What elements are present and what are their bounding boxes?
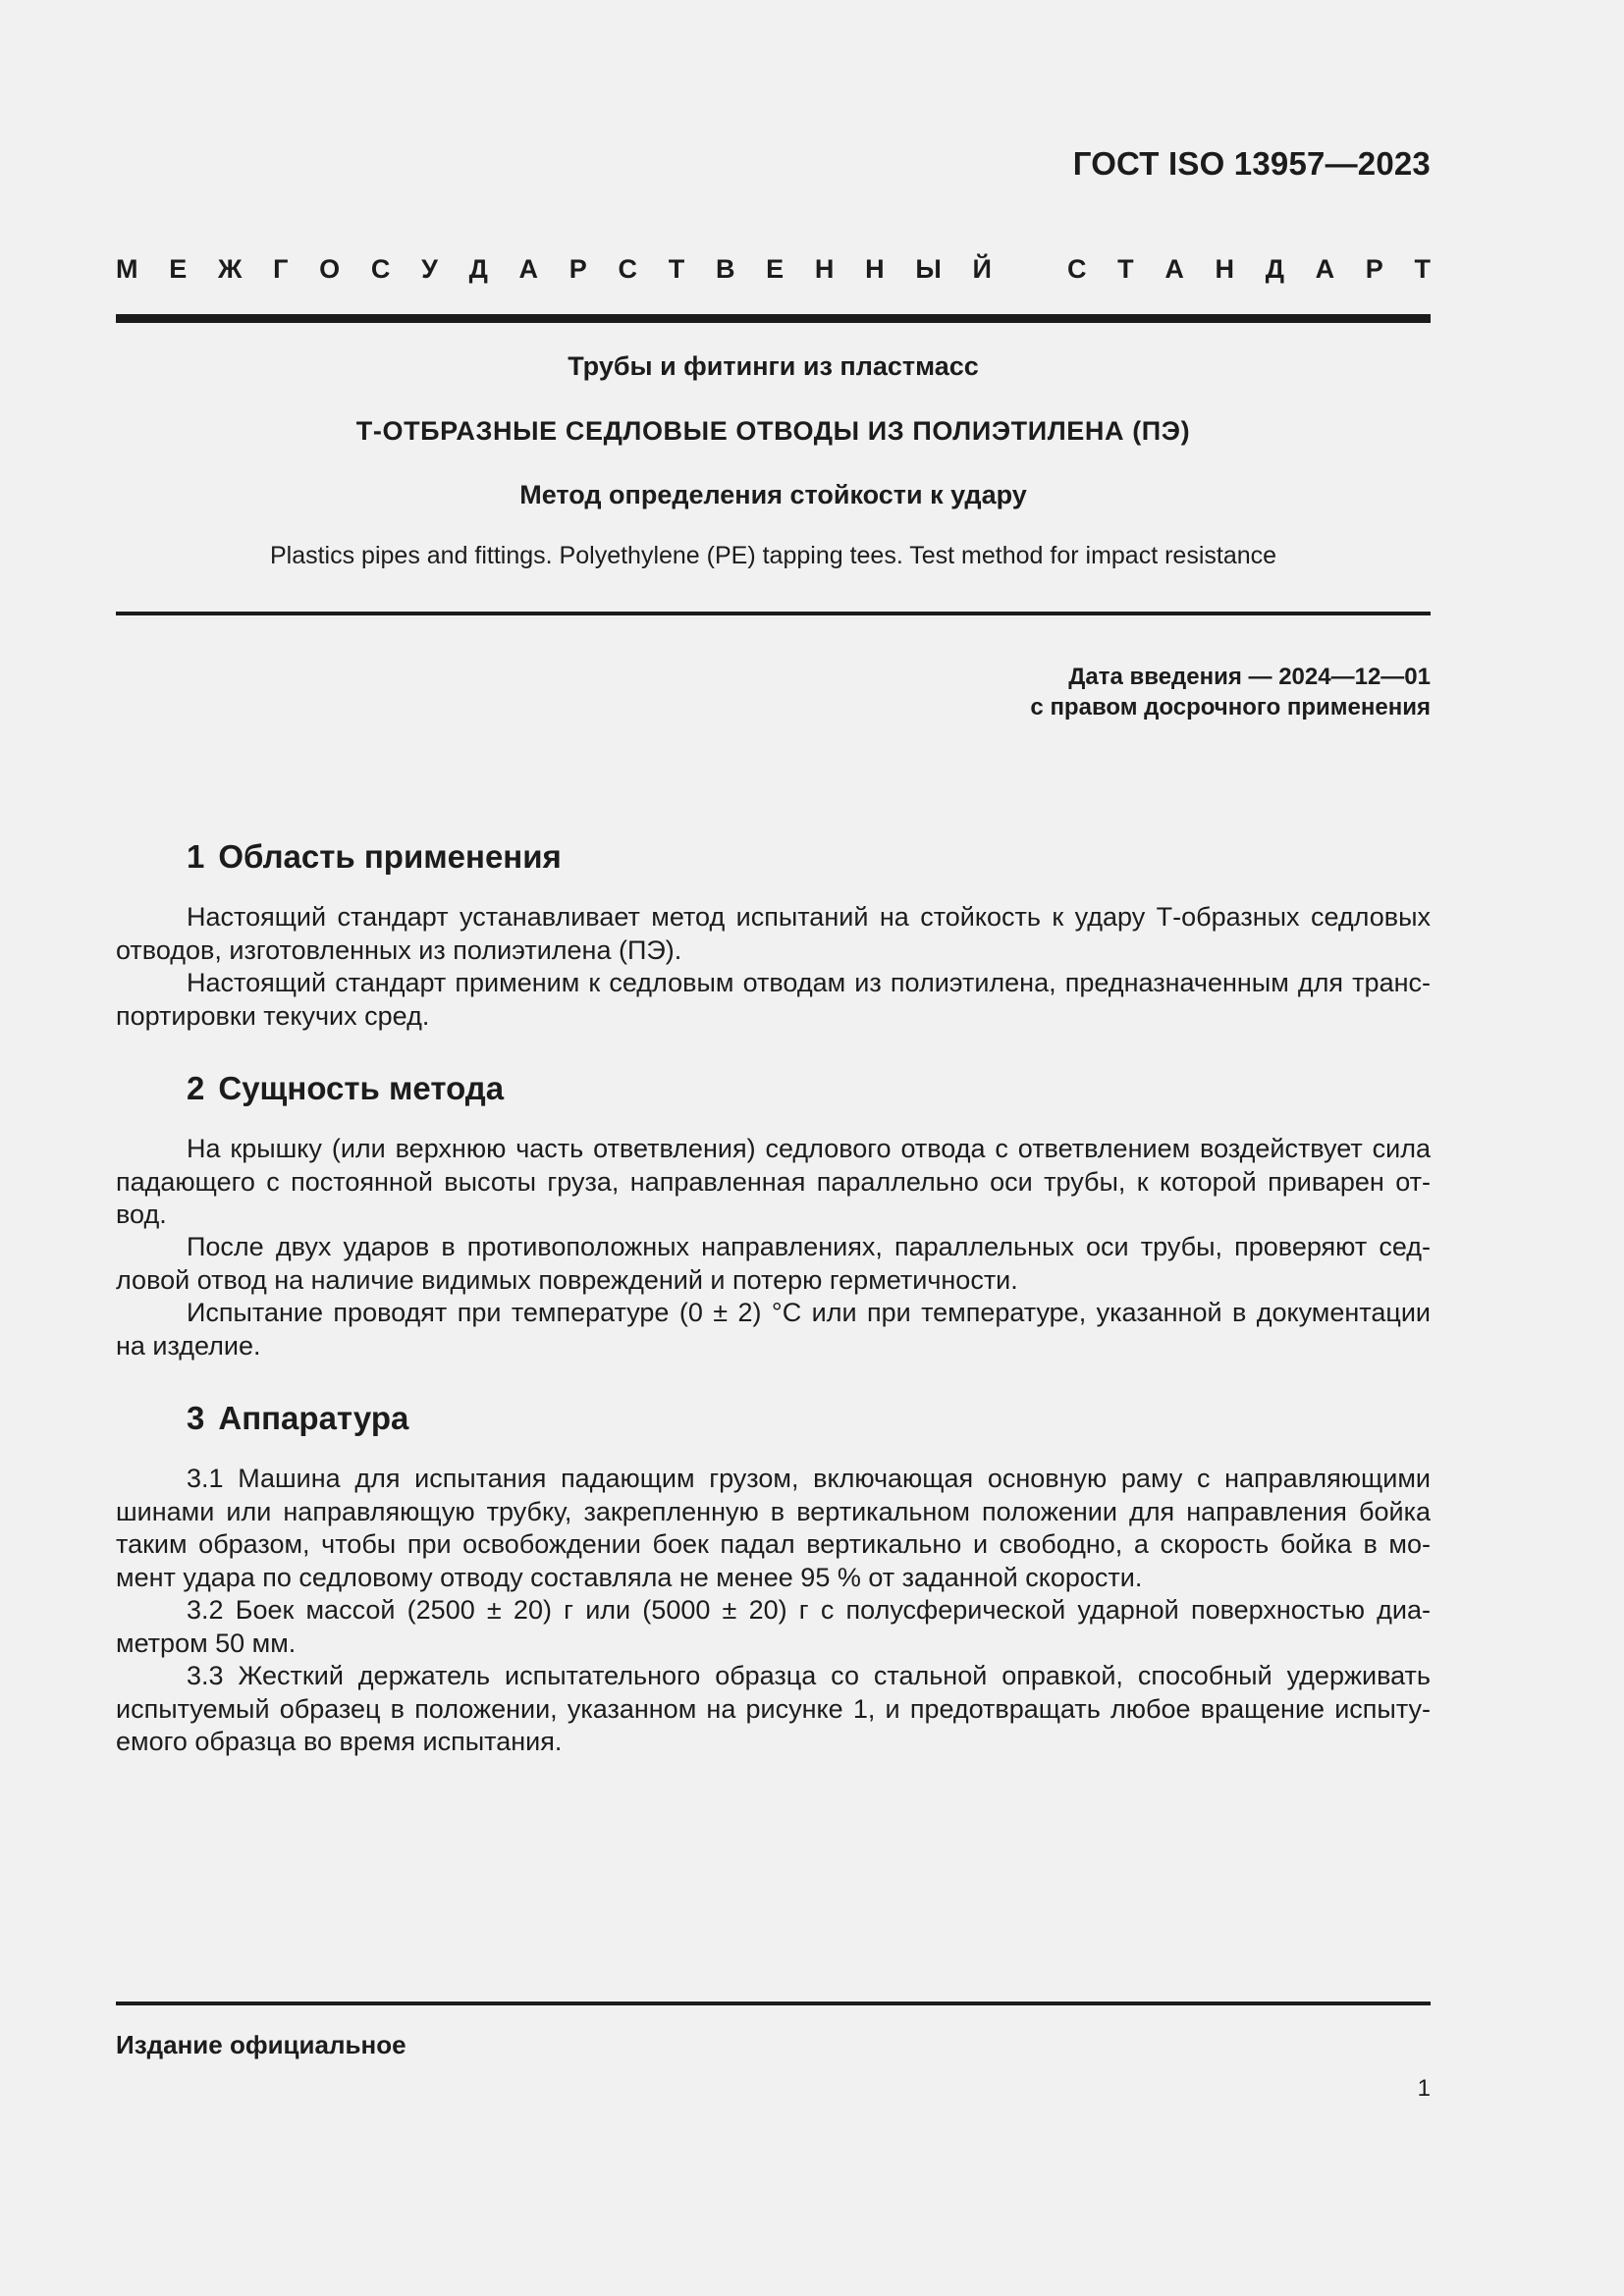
introduction-date-block [1030, 662, 1431, 722]
banner-letter: Н [865, 253, 885, 284]
title-english: Plastics pipes and fittings. Polyethylene (PE) tapping tees. Test method for impact resistance [269, 542, 1277, 569]
early-application-note: с правом досрочного применения [1030, 694, 1431, 721]
text-line: ловой отвод на наличие видимых повреждений и потерю герметичности. [116, 1264, 1018, 1295]
banner-letter: Д [1265, 253, 1284, 284]
banner-letter: Т [1414, 253, 1431, 284]
header-thick-rule [116, 314, 1431, 323]
text-line: 3.2 Боек массой (2500 ± 20) г или (5000 ± 20) г с полусферической ударной поверхностью диа- [187, 1595, 1431, 1625]
banner-letter: М [116, 253, 138, 284]
banner-letter: Т [668, 253, 685, 284]
text-line: 3.3 Жесткий держатель испытательного образца со стальной оправкой, способный удерживать [187, 1661, 1431, 1690]
banner-letter: Ж [217, 253, 243, 284]
title-group-line: Трубы и фитинги из пластмасс [568, 351, 979, 381]
banner-letter: Р [1365, 253, 1383, 284]
introduction-date: Дата введения — 2024—12—01 [1068, 664, 1431, 690]
banner-letter: У [421, 253, 438, 284]
section-2-paragraph-1 [116, 1133, 1431, 1232]
section-3-paragraph-3 [116, 1660, 1431, 1759]
banner-letter: Е [766, 253, 785, 284]
document-code: ГОСТ ISO 13957—2023 [1072, 145, 1431, 182]
section-2-paragraph-2 [116, 1231, 1431, 1297]
banner-letter: С [1067, 253, 1087, 284]
banner-word-standard [1067, 254, 1431, 285]
text-line: падающего с постоянной высоты груза, направленная параллельно оси трубы, к которой приварен от- [116, 1166, 1431, 1197]
section-title: Сущность метода [218, 1070, 505, 1106]
banner-letter: Н [1215, 253, 1235, 284]
text-line: метром 50 мм. [116, 1628, 297, 1658]
section-1-paragraph-2 [116, 967, 1431, 1033]
banner-letter: О [319, 253, 341, 284]
section-1-paragraph-1 [116, 901, 1431, 967]
section-number: 3 [187, 1400, 205, 1436]
title-main-line: Т-ОТБРАЗНЫЕ СЕДЛОВЫЕ ОТВОДЫ ИЗ ПОЛИЭТИЛЕНА (ПЭ) [355, 416, 1191, 446]
section-2-heading [187, 1070, 504, 1107]
banner-letter: С [370, 253, 391, 284]
banner-letter: Н [814, 253, 835, 284]
banner-letter: Ы [915, 253, 942, 284]
banner-letter: Р [568, 253, 587, 284]
text-line: 3.1 Машина для испытания падающим грузом, включающая основную раму с направляющими [187, 1464, 1431, 1493]
title-method-line: Метод определения стойкости к удару [519, 480, 1027, 509]
section-title: Область применения [218, 838, 562, 875]
text-line: После двух ударов в противоположных направлениях, параллельных оси трубы, проверяют сед- [187, 1232, 1431, 1261]
text-line: На крышку (или верхнюю часть ответвления) седлового отвода с ответвлением воздействует сила [187, 1134, 1431, 1163]
banner-letter: А [1315, 253, 1335, 284]
section-3-heading [187, 1400, 408, 1437]
banner-letter: Е [169, 253, 188, 284]
text-line: портировки текучих сред. [116, 1000, 430, 1031]
section-3-paragraph-1 [116, 1463, 1431, 1594]
text-line: Испытание проводят при температуре (0 ± 2) °С или при температуре, указанной в документации [187, 1298, 1431, 1327]
section-1-heading [187, 838, 562, 876]
text-line: на изделие. [116, 1330, 261, 1361]
banner-letter: Т [1117, 253, 1134, 284]
text-line: емого образца во время испытания. [116, 1727, 563, 1756]
text-line: отводов, изготовленных из полиэтилена (ПЭ). [116, 934, 682, 965]
section-title: Аппаратура [218, 1400, 409, 1436]
title-bottom-rule [116, 612, 1431, 615]
official-edition-label: Издание официальное [116, 2030, 406, 2059]
text-line: шинами или направляющую трубку, закрепленную в вертикальном положении для направления бойка [116, 1496, 1431, 1526]
banner-letter: А [518, 253, 539, 284]
text-line: испытуемый образец в положении, указанном на рисунке 1, и предотвращать любое вращение испыту- [116, 1693, 1431, 1724]
text-line: таким образом, чтобы при освобождении боек падал вертикально и свободно, а скорость бойка в мо- [116, 1529, 1431, 1559]
text-line: Настоящий стандарт устанавливает метод испытаний на стойкость к удару Т-образных седловых [187, 902, 1431, 932]
document-page [116, 0, 1431, 2296]
banner-word-interstate [116, 254, 992, 285]
banner-letter: Й [972, 253, 992, 284]
interstate-standard-banner [116, 251, 1431, 287]
text-line: Настоящий стандарт применим к седловым отводам из полиэтилена, предназначенным для транс- [187, 968, 1431, 997]
banner-letter: Д [468, 253, 488, 284]
section-number: 1 [187, 838, 205, 875]
text-line: мент удара по седловому отводу составляла не менее 95 % от заданной скорости. [116, 1562, 1143, 1592]
section-number: 2 [187, 1070, 205, 1106]
text-line: вод. [116, 1200, 167, 1229]
section-3-paragraph-2 [116, 1594, 1431, 1660]
banner-letter: Г [273, 253, 289, 284]
banner-letter: С [618, 253, 637, 284]
footer-rule [116, 2002, 1431, 2005]
page-number: 1 [1417, 2075, 1431, 2102]
banner-letter: В [715, 253, 735, 284]
section-2-paragraph-3 [116, 1297, 1431, 1362]
banner-letter: А [1164, 253, 1184, 284]
